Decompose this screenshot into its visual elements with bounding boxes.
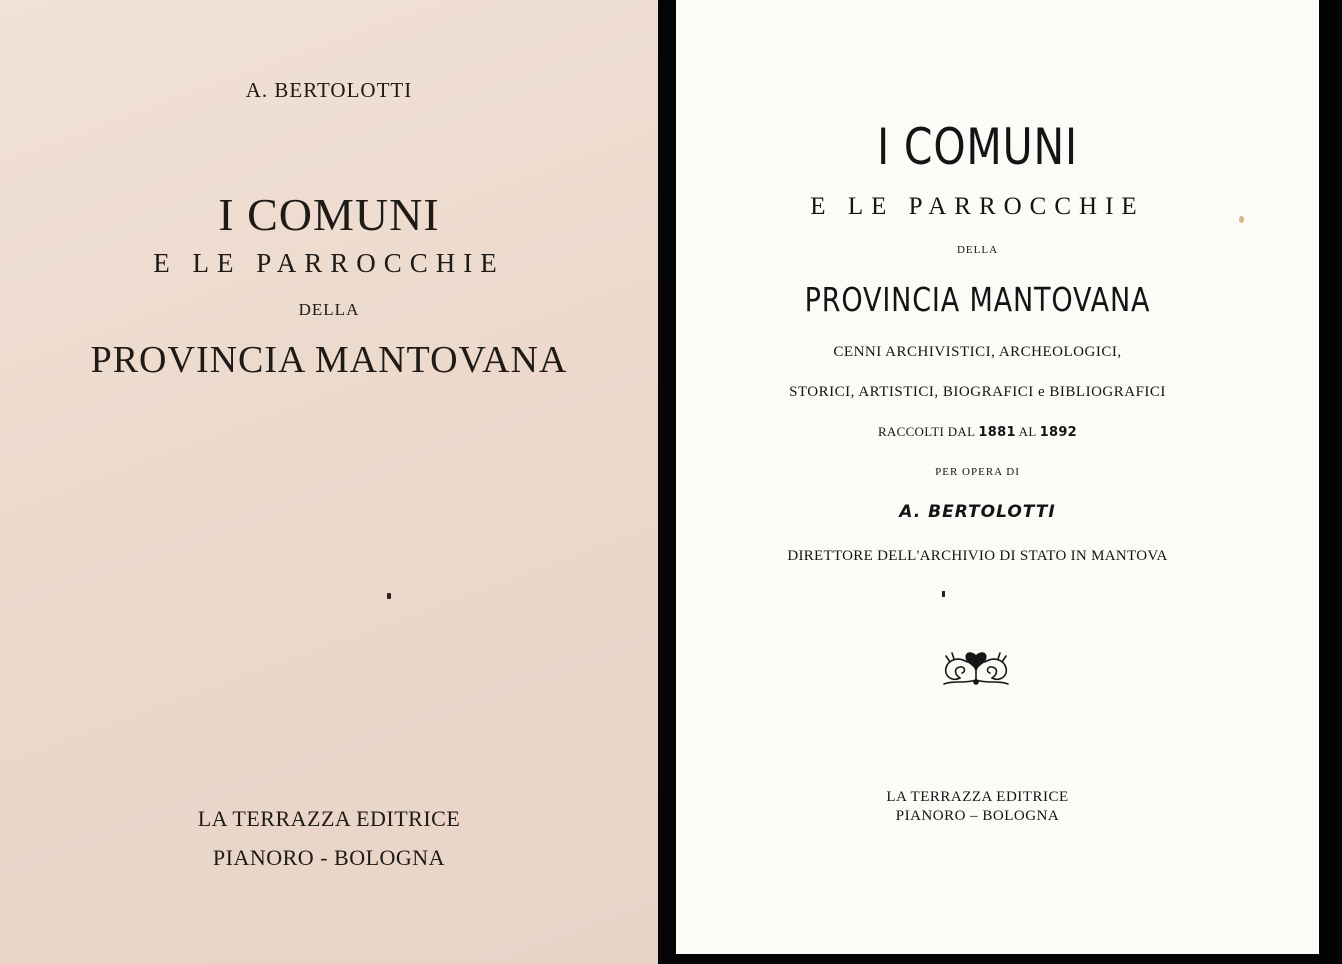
- cover-publisher-line-1: LA TERRAZZA EDITRICE: [197, 806, 461, 831]
- year-start: 1881: [978, 425, 1016, 440]
- book-cover: [0, 0, 658, 964]
- cover-title-line-3: DELLA: [298, 300, 360, 319]
- title-line-1: I COMUNI: [877, 118, 1078, 176]
- collected-years: [676, 424, 1279, 440]
- cover-publisher-line-2: PIANORO - BOLOGNA: [212, 845, 446, 870]
- cover-author: A. BERTOLOTTI: [245, 78, 413, 102]
- subtitle-line-1: CENNI ARCHIVISTICI, ARCHEOLOGICI,: [833, 344, 1122, 360]
- by-line: PER OPERA DI: [935, 466, 1020, 478]
- subtitle-line-2: STORICI, ARTISTICI, BIOGRAFICI e BIBLIOGRAFICI: [789, 384, 1166, 400]
- foxing-spot: [1239, 216, 1244, 223]
- collected-mid: AL: [1015, 424, 1040, 439]
- scan-border: [1319, 0, 1342, 964]
- floral-vignette-icon: [940, 650, 1012, 688]
- title-line-3: DELLA: [956, 244, 999, 256]
- cover-title-line-1: I COMUNI: [218, 189, 440, 240]
- title-page-author: A. BERTOLOTTI: [899, 502, 1056, 522]
- title-page: [676, 0, 1319, 954]
- cover-title-line-2: E LE PARROCCHIE: [153, 248, 505, 278]
- paper-speck: [942, 591, 945, 597]
- title-line-4: PROVINCIA MANTOVANA: [804, 280, 1151, 319]
- cover-title-line-4: PROVINCIA MANTOVANA: [90, 339, 568, 381]
- collected-prefix: RACCOLTI DAL: [877, 424, 979, 439]
- title-page-publisher-line-2: PIANORO – BOLOGNA: [895, 808, 1060, 824]
- author-role: DIRETTORE DELL'ARCHIVIO DI STATO IN MANTOVA: [787, 548, 1168, 564]
- title-line-2: E LE PARROCCHIE: [810, 193, 1145, 220]
- title-page-publisher-line-1: LA TERRAZZA EDITRICE: [886, 789, 1069, 805]
- paper-speck: [387, 593, 391, 599]
- year-end: 1892: [1039, 425, 1078, 440]
